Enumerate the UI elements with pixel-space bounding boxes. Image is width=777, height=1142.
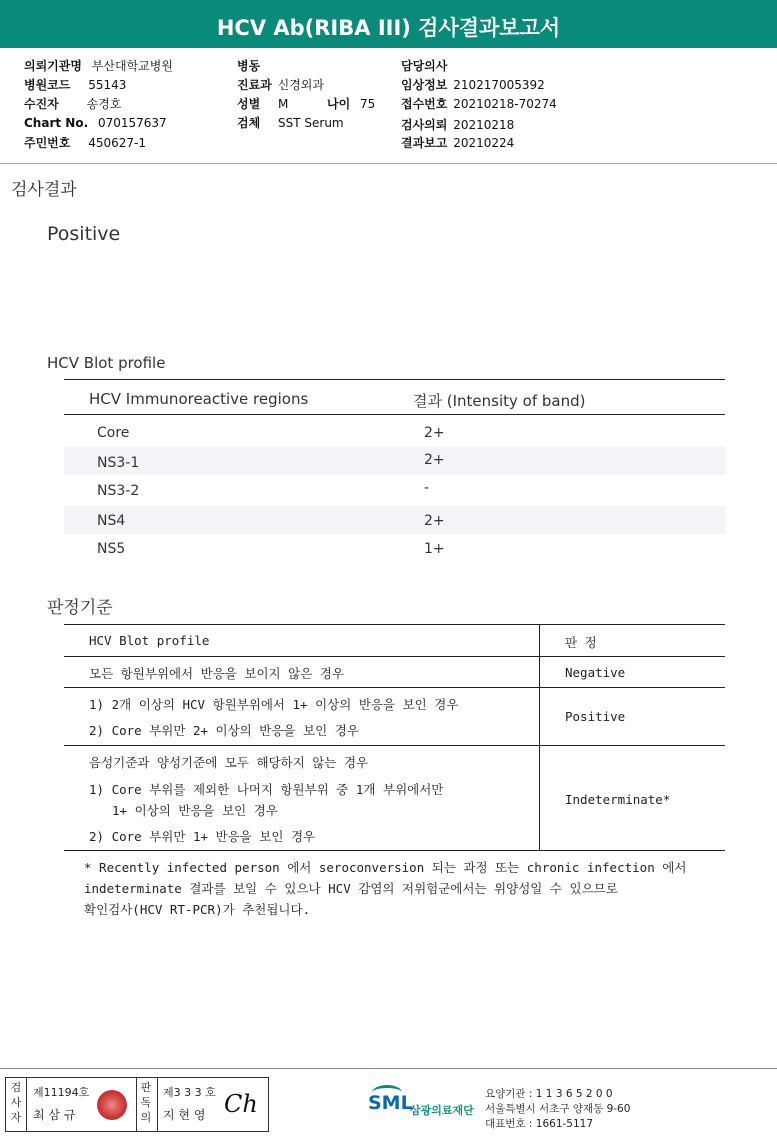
section-title-result: 검사결과	[11, 180, 77, 200]
table-row	[64, 447, 725, 475]
table-row	[64, 419, 725, 448]
info-chart-no: Chart No. 070157637	[24, 116, 167, 130]
intensity-cell: 1+	[424, 541, 445, 557]
intensity-cell: 2+	[424, 513, 445, 529]
criteria-indeterminate-line1b: 1+ 이상의 반응을 보인 경우	[112, 803, 278, 818]
info-clinical: 임상정보 210217005392	[401, 78, 545, 92]
criteria-rule-3	[64, 745, 725, 746]
box-divider-1	[26, 1078, 27, 1131]
criteria-note-line3: 확인검사(HCV RT-PCR)가 추천됩니다.	[84, 902, 311, 917]
criteria-rule-top	[64, 624, 725, 625]
signature-icon: Ch	[224, 1090, 258, 1118]
blot-top-rule	[64, 379, 725, 380]
criteria-indeterminate-judgement: Indeterminate*	[565, 792, 671, 807]
header-divider	[0, 46, 777, 48]
report-title: HCV Ab(RIBA III) 검사결과보고서	[0, 0, 777, 46]
confirm-label: 판독의	[140, 1081, 152, 1124]
info-hospital-code: 병원코드 55143	[24, 78, 127, 92]
region-cell: NS5	[97, 541, 126, 557]
signature-box	[5, 1077, 269, 1132]
info-sex: 성별 M	[237, 97, 289, 111]
criteria-negative-text: 모든 항원부위에서 반응을 보이지 않은 경우	[89, 666, 344, 681]
info-receipt-no: 접수번호 20210218-70274	[401, 97, 557, 111]
info-resident-no: 주민번호 450627-1	[24, 136, 146, 150]
criteria-rule-1	[64, 656, 725, 657]
criteria-col-divider	[539, 624, 540, 851]
intensity-cell: 2+	[424, 452, 445, 468]
inspector-label: 검사자	[10, 1081, 22, 1124]
box-divider-2	[136, 1078, 137, 1131]
criteria-positive-line1: 1) 2개 이상의 HCV 항원부위에서 1+ 이상의 반응을 보인 경우	[89, 697, 459, 712]
criteria-col-profile: HCV Blot profile	[89, 633, 210, 648]
footer-address: 서울특별시 서초구 양재동 9-60	[485, 1103, 631, 1115]
info-age: 나이 75	[327, 97, 376, 111]
box-divider-3	[157, 1078, 158, 1131]
criteria-positive-line2: 2) Core 부위만 2+ 이상의 반응을 보인 경우	[89, 723, 359, 738]
confirm-name: 지 현 영	[163, 1108, 206, 1122]
sml-logo: SML	[368, 1085, 408, 1119]
inspector-no: 제11194호	[33, 1086, 90, 1099]
criteria-positive-judgement: Positive	[565, 709, 626, 724]
footer-code: 요양기관 : 1 1 3 6 5 2 0 0	[485, 1088, 613, 1100]
org-name: 삼광의료재단	[410, 1104, 474, 1117]
table-row	[64, 535, 725, 563]
region-cell: Core	[97, 425, 130, 441]
result-value: Positive	[47, 223, 121, 245]
criteria-indeterminate-line0: 음성기준과 양성기준에 모두 해당하지 않는 경우	[89, 755, 369, 770]
criteria-note-line1: * Recently infected person 에서 seroconversion 되는 과정 또는 chronic infection 에서	[84, 860, 687, 875]
criteria-indeterminate-line1: 1) Core 부위를 제외한 나머지 항원부위 중 1개 부위에서만	[89, 782, 444, 797]
region-cell: NS3-1	[97, 455, 140, 471]
blot-col-region: HCV Immunoreactive regions	[89, 390, 309, 408]
criteria-rule-bottom	[64, 850, 725, 851]
confirm-no: 제3 3 3 호	[163, 1086, 216, 1099]
criteria-indeterminate-line2: 2) Core 부위만 1+ 반응을 보인 경우	[89, 829, 316, 844]
table-row	[64, 476, 725, 505]
region-cell: NS4	[97, 513, 126, 529]
info-patient: 수진자 송경호	[24, 97, 122, 111]
criteria-col-judgement: 판 정	[565, 635, 597, 650]
info-report-date: 결과보고 20210224	[401, 136, 515, 150]
info-ward: 병동	[237, 59, 261, 73]
criteria-title: 판정기준	[47, 598, 113, 618]
criteria-negative-judgement: Negative	[565, 665, 626, 680]
blot-col-result: 결과 (Intensity of band)	[413, 392, 586, 410]
seal-icon	[97, 1090, 127, 1120]
info-doctor: 담당의사	[401, 59, 448, 73]
intensity-cell: -	[424, 480, 430, 496]
footer-divider	[0, 1068, 777, 1069]
info-institution: 의뢰기관명 부산대학교병원	[24, 59, 173, 73]
intensity-cell: 2+	[424, 425, 445, 441]
criteria-rule-2	[64, 687, 725, 688]
blot-title: HCV Blot profile	[47, 354, 166, 372]
region-cell: NS3-2	[97, 483, 140, 499]
criteria-note-line2: indeterminate 결과를 보일 수 있으나 HCV 감염의 저위험군에서는 위양성일 수 있으므로	[84, 881, 618, 896]
footer-phone: 대표번호 : 1661-5117	[485, 1118, 594, 1130]
inspector-name: 최 삼 규	[33, 1108, 76, 1122]
info-divider	[0, 163, 777, 164]
blot-header-rule	[64, 414, 725, 415]
info-request-date: 검사의뢰 20210218	[401, 118, 515, 132]
info-specimen: 검체 SST Serum	[237, 116, 344, 130]
table-row	[64, 506, 725, 534]
info-department: 진료과 신경외과	[237, 78, 324, 92]
